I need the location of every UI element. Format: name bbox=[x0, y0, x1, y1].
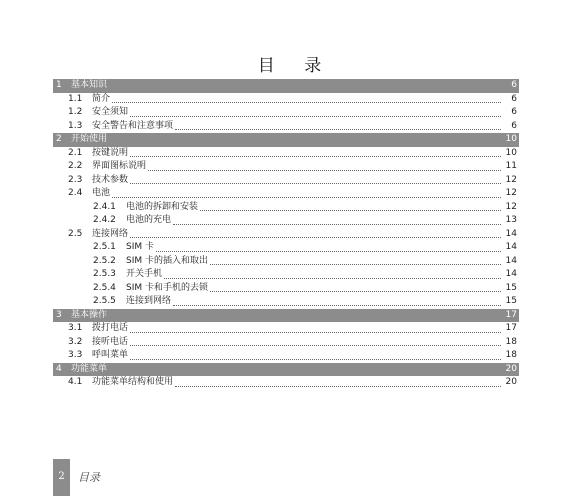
toc-entry-number: 2.4.2 bbox=[93, 215, 116, 225]
toc-dot-leader bbox=[130, 174, 501, 184]
toc-dot-leader bbox=[112, 188, 501, 198]
toc-section-row[interactable] bbox=[53, 174, 519, 188]
toc-entry-label: 按键说明 bbox=[92, 147, 129, 158]
toc-entry-number: 1.1 bbox=[68, 93, 83, 104]
toc-entry-page: 11 bbox=[505, 161, 517, 171]
toc-entry-page: 17 bbox=[505, 323, 517, 333]
toc-dot-leader bbox=[148, 161, 501, 171]
toc-entry-label: 开关手机 bbox=[126, 269, 163, 279]
toc-section-row[interactable] bbox=[53, 147, 519, 161]
toc-dot-leader bbox=[175, 120, 501, 130]
toc-chapter-row[interactable] bbox=[53, 133, 519, 147]
toc-entry-number: 2 bbox=[56, 134, 62, 144]
toc-section-row[interactable] bbox=[53, 349, 519, 363]
toc-entry-page: 12 bbox=[505, 188, 517, 198]
toc-subsection-row[interactable] bbox=[53, 295, 519, 309]
toc-entry-page: 17 bbox=[505, 309, 517, 320]
toc-entry-page: 14 bbox=[505, 255, 517, 266]
table-of-contents bbox=[53, 79, 519, 390]
toc-entry-number: 2.3 bbox=[68, 174, 83, 185]
toc-dot-leader bbox=[130, 228, 501, 238]
toc-entry-label: 界面图标说明 bbox=[92, 161, 147, 171]
toc-subsection-row[interactable] bbox=[53, 201, 519, 215]
toc-section-row[interactable] bbox=[53, 120, 519, 134]
toc-dot-leader bbox=[173, 215, 501, 225]
toc-entry-number: 2.5.3 bbox=[93, 269, 116, 279]
toc-entry-page: 18 bbox=[505, 350, 517, 360]
toc-entry-label: 安全须知 bbox=[92, 107, 129, 117]
toc-entry-page: 6 bbox=[511, 107, 517, 117]
toc-dot-leader bbox=[109, 310, 501, 319]
toc-section-row[interactable] bbox=[53, 228, 519, 242]
footer-label: 目录 bbox=[78, 471, 100, 484]
toc-entry-label: 连接网络 bbox=[92, 228, 129, 239]
toc-dot-leader bbox=[109, 81, 501, 90]
toc-entry-label: 电池的拆卸和安装 bbox=[126, 201, 199, 212]
toc-entry-number: 1 bbox=[56, 80, 62, 90]
toc-entry-number: 3 bbox=[56, 309, 62, 320]
toc-dot-leader bbox=[109, 135, 501, 144]
toc-chapter-row[interactable] bbox=[53, 363, 519, 377]
footer-page-number: 2 bbox=[58, 471, 65, 482]
toc-entry-label: SIM 卡的插入和取出 bbox=[126, 255, 208, 266]
toc-entry-label: 连接到网络 bbox=[126, 296, 172, 306]
toc-section-row[interactable] bbox=[53, 336, 519, 350]
toc-entry-number: 2.4 bbox=[68, 188, 83, 198]
toc-entry-page: 15 bbox=[505, 296, 517, 306]
toc-subsection-row[interactable] bbox=[53, 255, 519, 269]
toc-section-row[interactable] bbox=[53, 376, 519, 390]
toc-entry-label: 拨打电话 bbox=[92, 323, 129, 333]
toc-entry-number: 4.1 bbox=[68, 377, 83, 387]
toc-dot-leader bbox=[112, 93, 501, 103]
toc-entry-label: 开始使用 bbox=[71, 134, 108, 144]
toc-dot-leader bbox=[156, 242, 501, 252]
toc-dot-leader bbox=[164, 269, 501, 279]
toc-entry-page: 10 bbox=[505, 147, 517, 158]
toc-entry-number: 3.1 bbox=[68, 323, 83, 333]
toc-entry-page: 18 bbox=[505, 336, 517, 347]
toc-entry-number: 2.5.2 bbox=[93, 255, 116, 266]
toc-entry-page: 14 bbox=[505, 228, 517, 239]
toc-section-row[interactable] bbox=[53, 187, 519, 201]
toc-entry-page: 20 bbox=[505, 363, 517, 374]
toc-section-row[interactable] bbox=[53, 160, 519, 174]
toc-entry-page: 6 bbox=[511, 93, 517, 104]
toc-entry-page: 12 bbox=[505, 201, 517, 212]
toc-subsection-row[interactable] bbox=[53, 241, 519, 255]
toc-dot-leader bbox=[130, 107, 501, 117]
toc-entry-number: 3.2 bbox=[68, 336, 83, 347]
toc-dot-leader bbox=[130, 323, 501, 333]
toc-entry-label: 基本知识 bbox=[71, 80, 108, 90]
toc-entry-number: 2.5.4 bbox=[93, 282, 116, 293]
toc-dot-leader bbox=[130, 336, 501, 346]
toc-entry-label: 简介 bbox=[92, 93, 111, 104]
toc-entry-page: 14 bbox=[505, 269, 517, 279]
toc-entry-number: 2.5.5 bbox=[93, 296, 116, 306]
toc-entry-page: 6 bbox=[511, 120, 517, 131]
toc-entry-label: 呼叫菜单 bbox=[92, 350, 129, 360]
toc-entry-page: 14 bbox=[505, 242, 517, 252]
toc-entry-label: 功能菜单结构和使用 bbox=[92, 377, 174, 387]
toc-entry-label: 安全警告和注意事项 bbox=[92, 120, 174, 131]
toc-subsection-row[interactable] bbox=[53, 268, 519, 282]
toc-entry-number: 2.1 bbox=[68, 147, 83, 158]
toc-dot-leader bbox=[173, 296, 501, 306]
page-title: 目 录 bbox=[257, 56, 334, 76]
toc-entry-label: 电池 bbox=[92, 188, 111, 198]
toc-entry-number: 4 bbox=[56, 363, 62, 374]
toc-entry-page: 10 bbox=[505, 134, 517, 144]
toc-dot-leader bbox=[210, 255, 501, 265]
toc-entry-number: 2.5.1 bbox=[93, 242, 116, 252]
toc-entry-label: 接听电话 bbox=[92, 336, 129, 347]
toc-entry-number: 2.4.1 bbox=[93, 201, 116, 212]
toc-section-row[interactable] bbox=[53, 93, 519, 107]
toc-entry-label: 技术参数 bbox=[92, 174, 129, 185]
toc-entry-label: 功能菜单 bbox=[71, 363, 108, 374]
toc-dot-leader bbox=[109, 364, 501, 373]
toc-entry-number: 1.3 bbox=[68, 120, 83, 131]
toc-section-row[interactable] bbox=[53, 322, 519, 336]
toc-entry-number: 1.2 bbox=[68, 107, 83, 117]
toc-chapter-row[interactable] bbox=[53, 309, 519, 323]
toc-dot-leader bbox=[210, 282, 501, 292]
toc-dot-leader bbox=[175, 377, 501, 387]
toc-entry-number: 2.5 bbox=[68, 228, 83, 239]
toc-entry-page: 15 bbox=[505, 282, 517, 293]
toc-entry-page: 6 bbox=[511, 80, 517, 90]
toc-entry-page: 20 bbox=[505, 377, 517, 387]
toc-dot-leader bbox=[130, 147, 501, 157]
toc-entry-page: 12 bbox=[505, 174, 517, 185]
toc-entry-label: 基本操作 bbox=[71, 309, 108, 320]
toc-chapter-row[interactable] bbox=[53, 79, 519, 93]
toc-subsection-row[interactable] bbox=[53, 282, 519, 296]
toc-entry-page: 13 bbox=[505, 215, 517, 225]
toc-entry-label: SIM 卡 bbox=[126, 242, 154, 252]
toc-entry-number: 3.3 bbox=[68, 350, 83, 360]
toc-dot-leader bbox=[200, 201, 501, 211]
toc-subsection-row[interactable] bbox=[53, 214, 519, 228]
toc-section-row[interactable] bbox=[53, 106, 519, 120]
toc-dot-leader bbox=[130, 350, 501, 360]
toc-entry-label: SIM 卡和手机的去锁 bbox=[126, 282, 208, 293]
toc-entry-number: 2.2 bbox=[68, 161, 83, 171]
toc-entry-label: 电池的充电 bbox=[126, 215, 172, 225]
